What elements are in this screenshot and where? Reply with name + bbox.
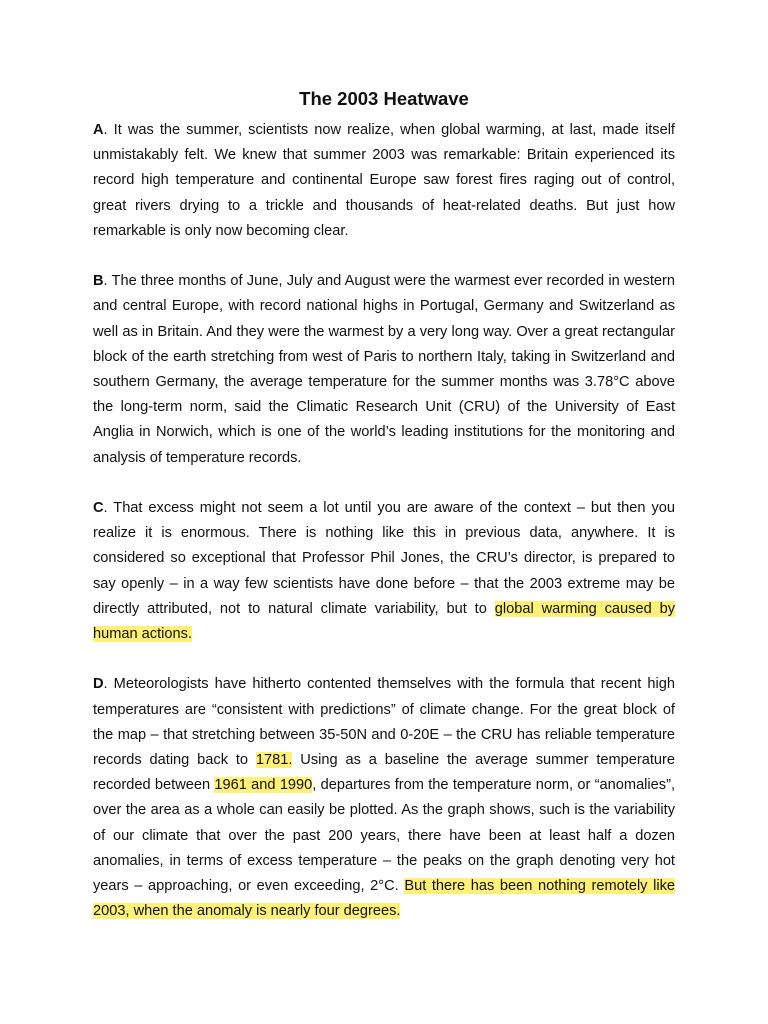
paragraph-text: . It was the summer, scientists now realize, when global warming, at last, made itself unmistakably felt. We knew that summer 2003 was remarkable: Britain experienced its record high temperature and continental Europe saw forest fires raging out of control, great rivers drying to a trickle and thousands of heat-related deaths. But just how remarkable is only now becoming clear.	[93, 122, 675, 239]
highlighted-text: global warming caused by human actions.	[93, 600, 676, 643]
paragraph-text: Using as a baseline the average summer temperature recorded between	[93, 752, 676, 794]
document-page	[93, 86, 675, 950]
paragraph-a	[93, 118, 675, 244]
paragraph-c	[93, 496, 675, 647]
paragraph-b	[93, 269, 675, 471]
paragraph-letter: A	[93, 122, 104, 138]
paragraph-letter: D	[93, 676, 104, 693]
paragraph-letter: C	[93, 500, 104, 517]
paragraph-text: , departures from the temperature norm, or “anomalies”, over the area as a whole can easily be plotted. As the graph shows, such is the variability of our climate that over the past 200 years, there have been at least half a dozen anomalies, in terms of excess temperature – the peaks on the graph denoting very hot years – approaching, or even exceeding, 2°C.	[93, 777, 675, 895]
highlighted-text: But there has been nothing remotely like 2003, when the anomaly is nearly four degrees.	[93, 878, 676, 920]
paragraph-text: . The three months of June, July and August were the warmest ever recorded in western and central Europe, with record national highs in Portugal, Germany and Switzerland as well as in Britain. And they were the warmest by a very long way. Over a great rectangular block of the earth stretching from west of Paris to northern Italy, taking in Switzerland and southern Germany, the average temperature for the summer months was 3.78°C above the long-term norm, said the Climatic Research Unit (CRU) of the University of East Anglia in Norwich, which is one of the world’s leading institutions for the monitoring and analysis of temperature records.	[93, 273, 675, 466]
highlighted-text: 1781.	[255, 752, 293, 769]
paragraph-text: . That excess might not seem a lot until you are aware of the context – but then you realize it is enormous. There is nothing like this in previous data, anywhere. It is considered so exceptional that Professor Phil Jones, the CRU’s director, is prepared to say openly – in a way few scientists have done before – that the 2003 extreme may be directly attributed, not to natural climate variability, but to	[93, 500, 675, 617]
paragraph-d	[93, 672, 675, 924]
document-title: The 2003 Heatwave	[299, 88, 469, 109]
paragraph-text: . Meteorologists have hitherto contented themselves with the formula that recent high temperatures are “consistent with predictions” of climate change. For the great block of the map – that stretching between 35-50N and 0-20E – the CRU has reliable temperature records dating back to	[93, 676, 675, 769]
highlighted-text: 1961 and 1990	[214, 777, 313, 794]
paragraph-letter: B	[93, 273, 104, 290]
